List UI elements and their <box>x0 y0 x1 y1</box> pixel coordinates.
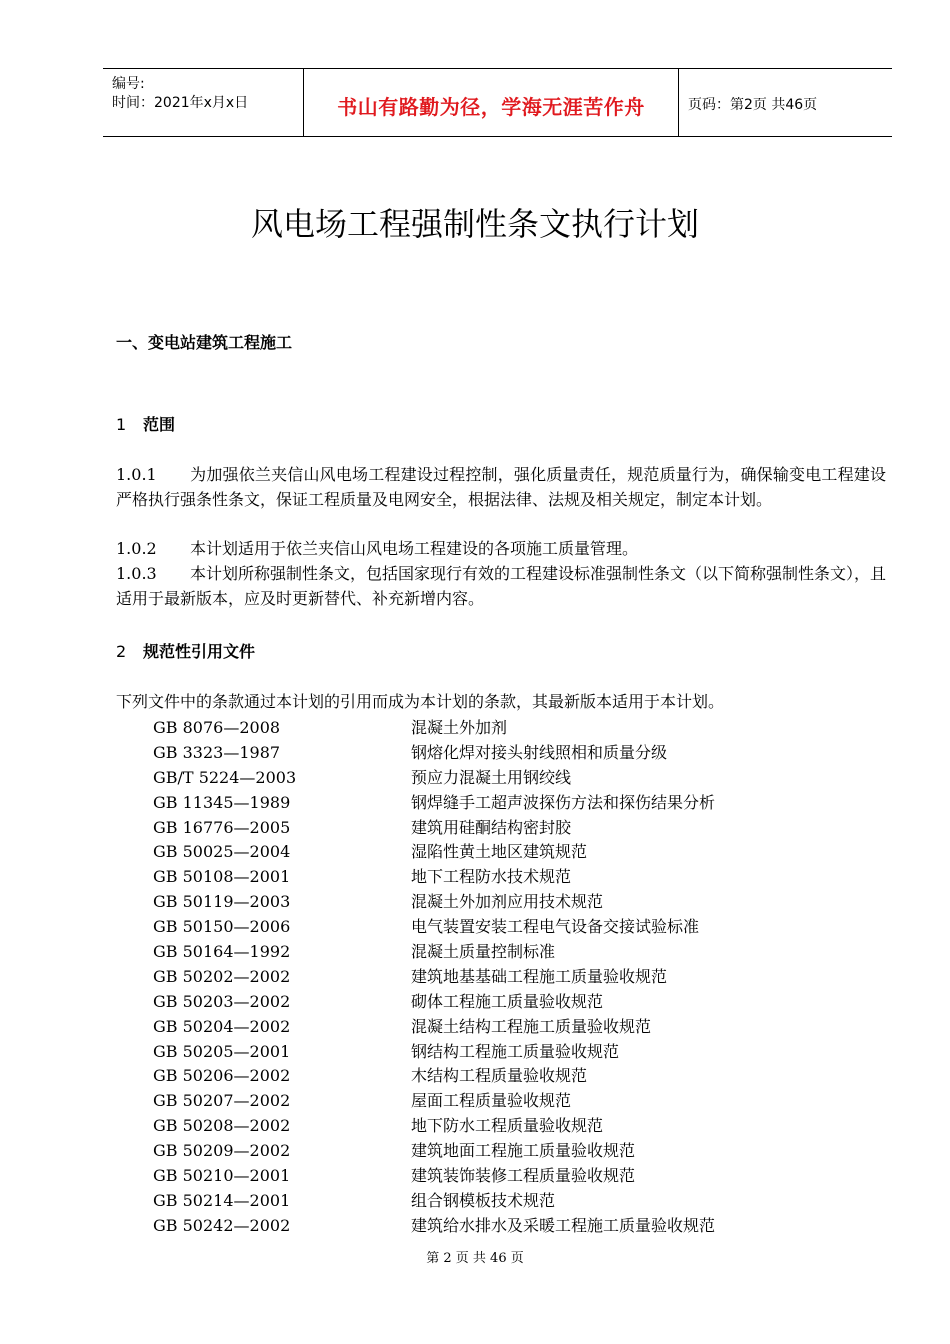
reference-name: 混凝土外加剂 <box>411 718 508 737</box>
reference-row <box>153 1189 715 1214</box>
reference-code: GB 50204—2002 <box>153 1016 291 1036</box>
reference-code: GB 50242—2002 <box>153 1215 291 1235</box>
section-heading: 一、变电站建筑工程施工 <box>116 333 293 352</box>
reference-name: 混凝土质量控制标准 <box>411 942 556 962</box>
reference-code: GB 50025—2004 <box>153 842 291 862</box>
reference-row <box>153 1139 715 1164</box>
reference-name: 钢结构工程施工质量验收规范 <box>411 1041 620 1061</box>
reference-code: GB 16776—2005 <box>153 817 291 837</box>
reference-name: 混凝土结构工程施工质量验收规范 <box>411 1016 652 1036</box>
reference-code: GB 50205—2001 <box>153 1041 291 1061</box>
clause-text: 为加强依兰夹信山风电场工程建设过程控制，强化质量责任，规范质量行为，确保输变电工程建设严格执行强条性条文，保证工程质量及电网安全，根据法律、法规及相关规定，制定本计划。 <box>116 465 886 509</box>
page-header <box>103 68 892 137</box>
references-heading-number: 2 <box>116 642 127 661</box>
reference-name: 建筑给水排水及采暖工程施工质量验收规范 <box>411 1215 716 1235</box>
document-title: 风电场工程强制性条文执行计划 <box>250 205 699 243</box>
reference-code: GB 50108—2001 <box>153 867 291 887</box>
clause-1-0-3 <box>116 562 886 611</box>
reference-row <box>153 840 715 865</box>
reference-row <box>153 716 715 741</box>
header-page-cell <box>679 69 892 136</box>
header-motto-cell <box>304 69 679 136</box>
scope-heading-number: 1 <box>116 415 127 434</box>
time-label: 时间：2021年x月x日 <box>112 95 249 111</box>
reference-row <box>153 1164 715 1189</box>
reference-name: 预应力混凝土用钢绞线 <box>411 767 572 787</box>
reference-row <box>153 965 715 990</box>
reference-code: GB 50208—2002 <box>153 1116 291 1136</box>
reference-code: GB 50206—2002 <box>153 1066 291 1086</box>
reference-row <box>153 1214 715 1239</box>
reference-name: 建筑地面工程施工质量验收规范 <box>411 1141 636 1161</box>
reference-code: GB 50210—2001 <box>153 1166 291 1186</box>
reference-name: 钢熔化焊对接头射线照相和质量分级 <box>411 742 668 762</box>
reference-name: 建筑地基基础工程施工质量验收规范 <box>411 966 668 986</box>
clause-text: 本计划适用于依兰夹信山风电场工程建设的各项施工质量管理。 <box>190 539 639 558</box>
reference-code: GB 3323—1987 <box>153 742 281 762</box>
references-heading <box>116 639 255 662</box>
clause-1-0-1 <box>116 463 886 512</box>
scope-heading-text: 范围 <box>143 415 176 434</box>
reference-row <box>153 816 715 841</box>
clause-number: 1.0.3 <box>116 564 157 583</box>
reference-row <box>153 940 715 965</box>
serial-label: 编号: <box>112 76 145 92</box>
reference-name: 湿陷性黄土地区建筑规范 <box>411 842 588 862</box>
reference-row <box>153 865 715 890</box>
reference-code: GB/T 5224—2003 <box>153 767 297 787</box>
header-info-cell <box>103 69 304 136</box>
reference-name: 组合钢模板技术规范 <box>411 1190 556 1210</box>
reference-row <box>153 1040 715 1065</box>
reference-row <box>153 1089 715 1114</box>
reference-code: GB 50207—2002 <box>153 1091 291 1111</box>
references-intro: 下列文件中的条款通过本计划的引用而成为本计划的条款，其最新版本适用于本计划。 <box>116 692 725 711</box>
reference-name: 地下工程防水技术规范 <box>411 867 572 887</box>
reference-name: 电气装置安装工程电气设备交接试验标准 <box>411 917 700 937</box>
reference-row <box>153 990 715 1015</box>
reference-row <box>153 1015 715 1040</box>
reference-name: 建筑用硅酮结构密封胶 <box>411 817 572 837</box>
reference-name: 地下防水工程质量验收规范 <box>411 1116 604 1136</box>
reference-row <box>153 766 715 791</box>
reference-code: GB 50150—2006 <box>153 917 291 937</box>
reference-row <box>153 741 715 766</box>
reference-code: GB 8076—2008 <box>153 718 281 737</box>
references-heading-text: 规范性引用文件 <box>143 642 256 661</box>
reference-name: 混凝土外加剂应用技术规范 <box>411 892 604 912</box>
reference-row <box>153 1064 715 1089</box>
reference-row <box>153 890 715 915</box>
reference-list <box>153 716 715 1239</box>
reference-code: GB 50214—2001 <box>153 1190 291 1210</box>
reference-name: 钢焊缝手工超声波探伤方法和探伤结果分析 <box>411 792 716 812</box>
reference-row <box>153 1114 715 1139</box>
reference-row <box>153 915 715 940</box>
reference-code: GB 50164—1992 <box>153 942 291 962</box>
reference-code: GB 11345—1989 <box>153 792 291 812</box>
header-motto: 书山有路勤为径，学海无涯苦作舟 <box>337 95 645 119</box>
clause-text: 本计划所称强制性条文，包括国家现行有效的工程建设标准强制性条文（以下简称强制性条文），且适用于最新版本，应及时更新替代、补充新增内容。 <box>116 564 887 608</box>
scope-heading <box>116 412 175 435</box>
reference-code: GB 50202—2002 <box>153 966 291 986</box>
clause-number: 1.0.2 <box>116 539 157 558</box>
clause-1-0-2 <box>116 537 886 562</box>
reference-code: GB 50119—2003 <box>153 892 291 912</box>
reference-code: GB 50209—2002 <box>153 1141 291 1161</box>
reference-name: 木结构工程质量验收规范 <box>411 1066 588 1086</box>
reference-name: 砌体工程施工质量验收规范 <box>411 991 604 1011</box>
reference-row <box>153 791 715 816</box>
header-page-label: 页码：第2页 共46页 <box>688 97 818 113</box>
reference-code: GB 50203—2002 <box>153 991 291 1011</box>
reference-name: 建筑装饰装修工程质量验收规范 <box>411 1166 636 1186</box>
page-footer: 第 2 页 共 46 页 <box>426 1251 524 1266</box>
reference-name: 屋面工程质量验收规范 <box>411 1091 572 1111</box>
clause-number: 1.0.1 <box>116 465 157 484</box>
